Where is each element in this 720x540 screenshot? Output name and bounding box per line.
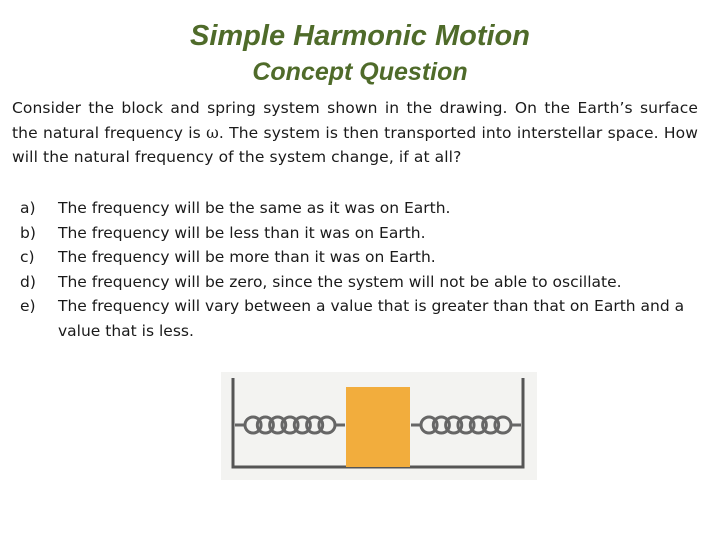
option-letter: a) [20,199,36,217]
slide-subtitle: Concept Question [252,58,468,86]
option-text: The frequency will be less than it was on Earth. [58,223,426,242]
option-a [20,196,710,221]
option-text: The frequency will be the same as it was on Earth. [58,199,451,217]
option-letter: e) [20,297,36,315]
option-letter: b) [20,223,36,242]
answer-options [20,196,710,343]
omega-symbol: ω [206,123,219,142]
question-text-part-1: Consider the block and spring system shown in the drawing. On the Earth’s surface the natural frequency is [12,99,698,142]
block-spring-figure [221,372,537,480]
option-d [20,270,710,295]
option-b [20,221,710,246]
block-spring-diagram [221,372,537,480]
slide-title: Simple Harmonic Motion [190,20,530,52]
option-letter: c) [20,248,35,266]
option-e [20,294,710,343]
option-c [20,245,710,270]
option-text: The frequency will be more than it was on Earth. [58,248,436,266]
question-text-part-2: . The system is then transported into interstellar space. How will the natural frequency of the system change, if at all? [12,123,698,166]
question-text [12,96,698,170]
option-text: The frequency will vary between a value that is greater than that on Earth and a value that is less. [58,297,685,340]
option-letter: d) [20,272,36,291]
left-spring [235,417,345,433]
option-text: The frequency will be zero, since the system will not be able to oscillate. [58,272,622,291]
block [346,387,410,467]
right-spring [411,417,521,433]
